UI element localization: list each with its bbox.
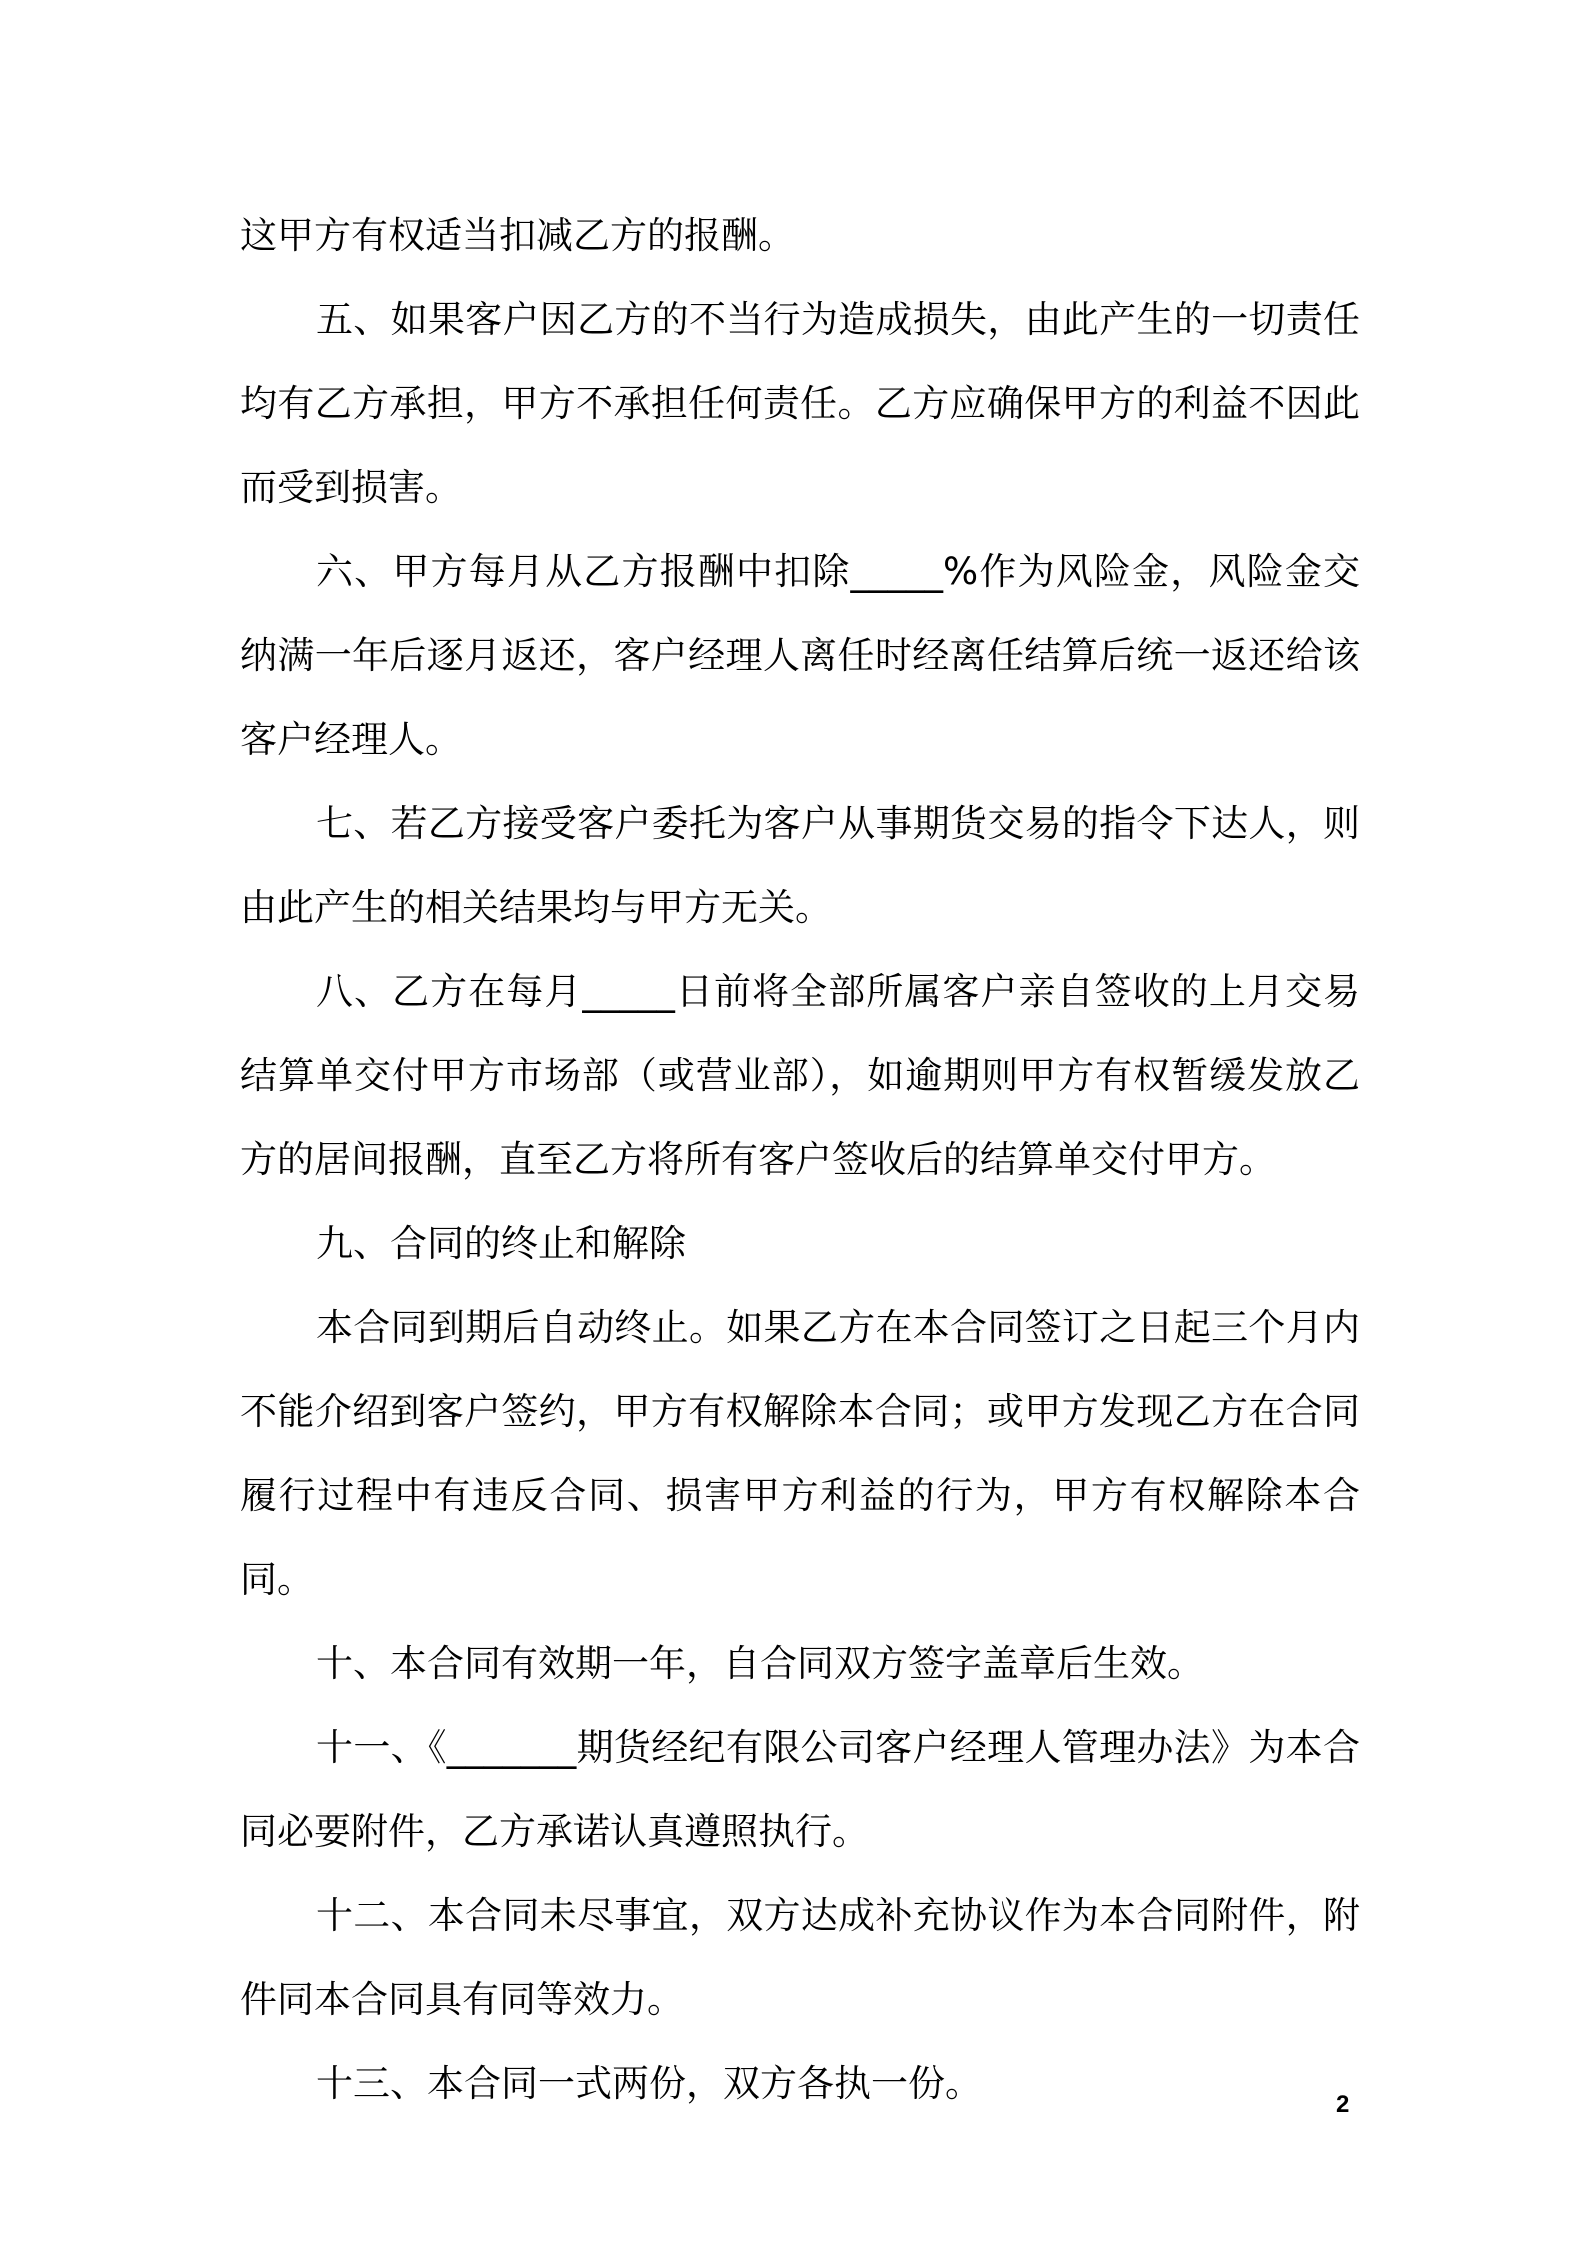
paragraph-clause-7: 七、若乙方接受客户委托为客户从事期货交易的指令下达人，则由此产生的相关结果均与甲方无关。 xyxy=(240,802,1360,929)
paragraph-clause-8: 八、乙方在每月_____日前将全部所属客户亲自签收的上月交易结算单交付甲方市场部（或营业部），如逾期则甲方有权暂缓发放乙方的居间报酬，直至乙方将所有客户签收后的结算单交付甲方。 xyxy=(240,970,1360,1181)
page-number: 2 xyxy=(1336,2091,1350,2118)
paragraph-clause-5: 五、如果客户因乙方的不当行为造成损失，由此产生的一切责任均有乙方承担，甲方不承担任何责任。乙方应确保甲方的利益不因此而受到损害。 xyxy=(240,298,1360,509)
paragraph-clause-11: 十一、《_______期货经纪有限公司客户经理人管理办法》为本合同必要附件，乙方承诺认真遵照执行。 xyxy=(240,1726,1360,1853)
document-body xyxy=(240,194,1360,2126)
paragraph-clause-9-body: 本合同到期后自动终止。如果乙方在本合同签订之日起三个月内不能介绍到客户签约，甲方有权解除本合同；或甲方发现乙方在合同履行过程中有违反合同、损害甲方利益的行为，甲方有权解除本合同。 xyxy=(240,1306,1360,1601)
paragraph-clause-13: 十三、本合同一式两份，双方各执一份。 xyxy=(316,2062,982,2105)
paragraph-clause-6: 六、甲方每月从乙方报酬中扣除_____%作为风险金，风险金交纳满一年后逐月返还，客户经理人离任时经离任结算后统一返还给该客户经理人。 xyxy=(240,550,1360,761)
paragraph-clause-12: 十二、本合同未尽事宜，双方达成补充协议作为本合同附件，附件同本合同具有同等效力。 xyxy=(240,1894,1360,2021)
paragraph-clause-10: 十、本合同有效期一年，自合同双方签字盖章后生效。 xyxy=(316,1642,1204,1685)
paragraph-continuation: 这甲方有权适当扣减乙方的报酬。 xyxy=(240,214,795,257)
paragraph-clause-9-heading: 九、合同的终止和解除 xyxy=(316,1222,686,1265)
